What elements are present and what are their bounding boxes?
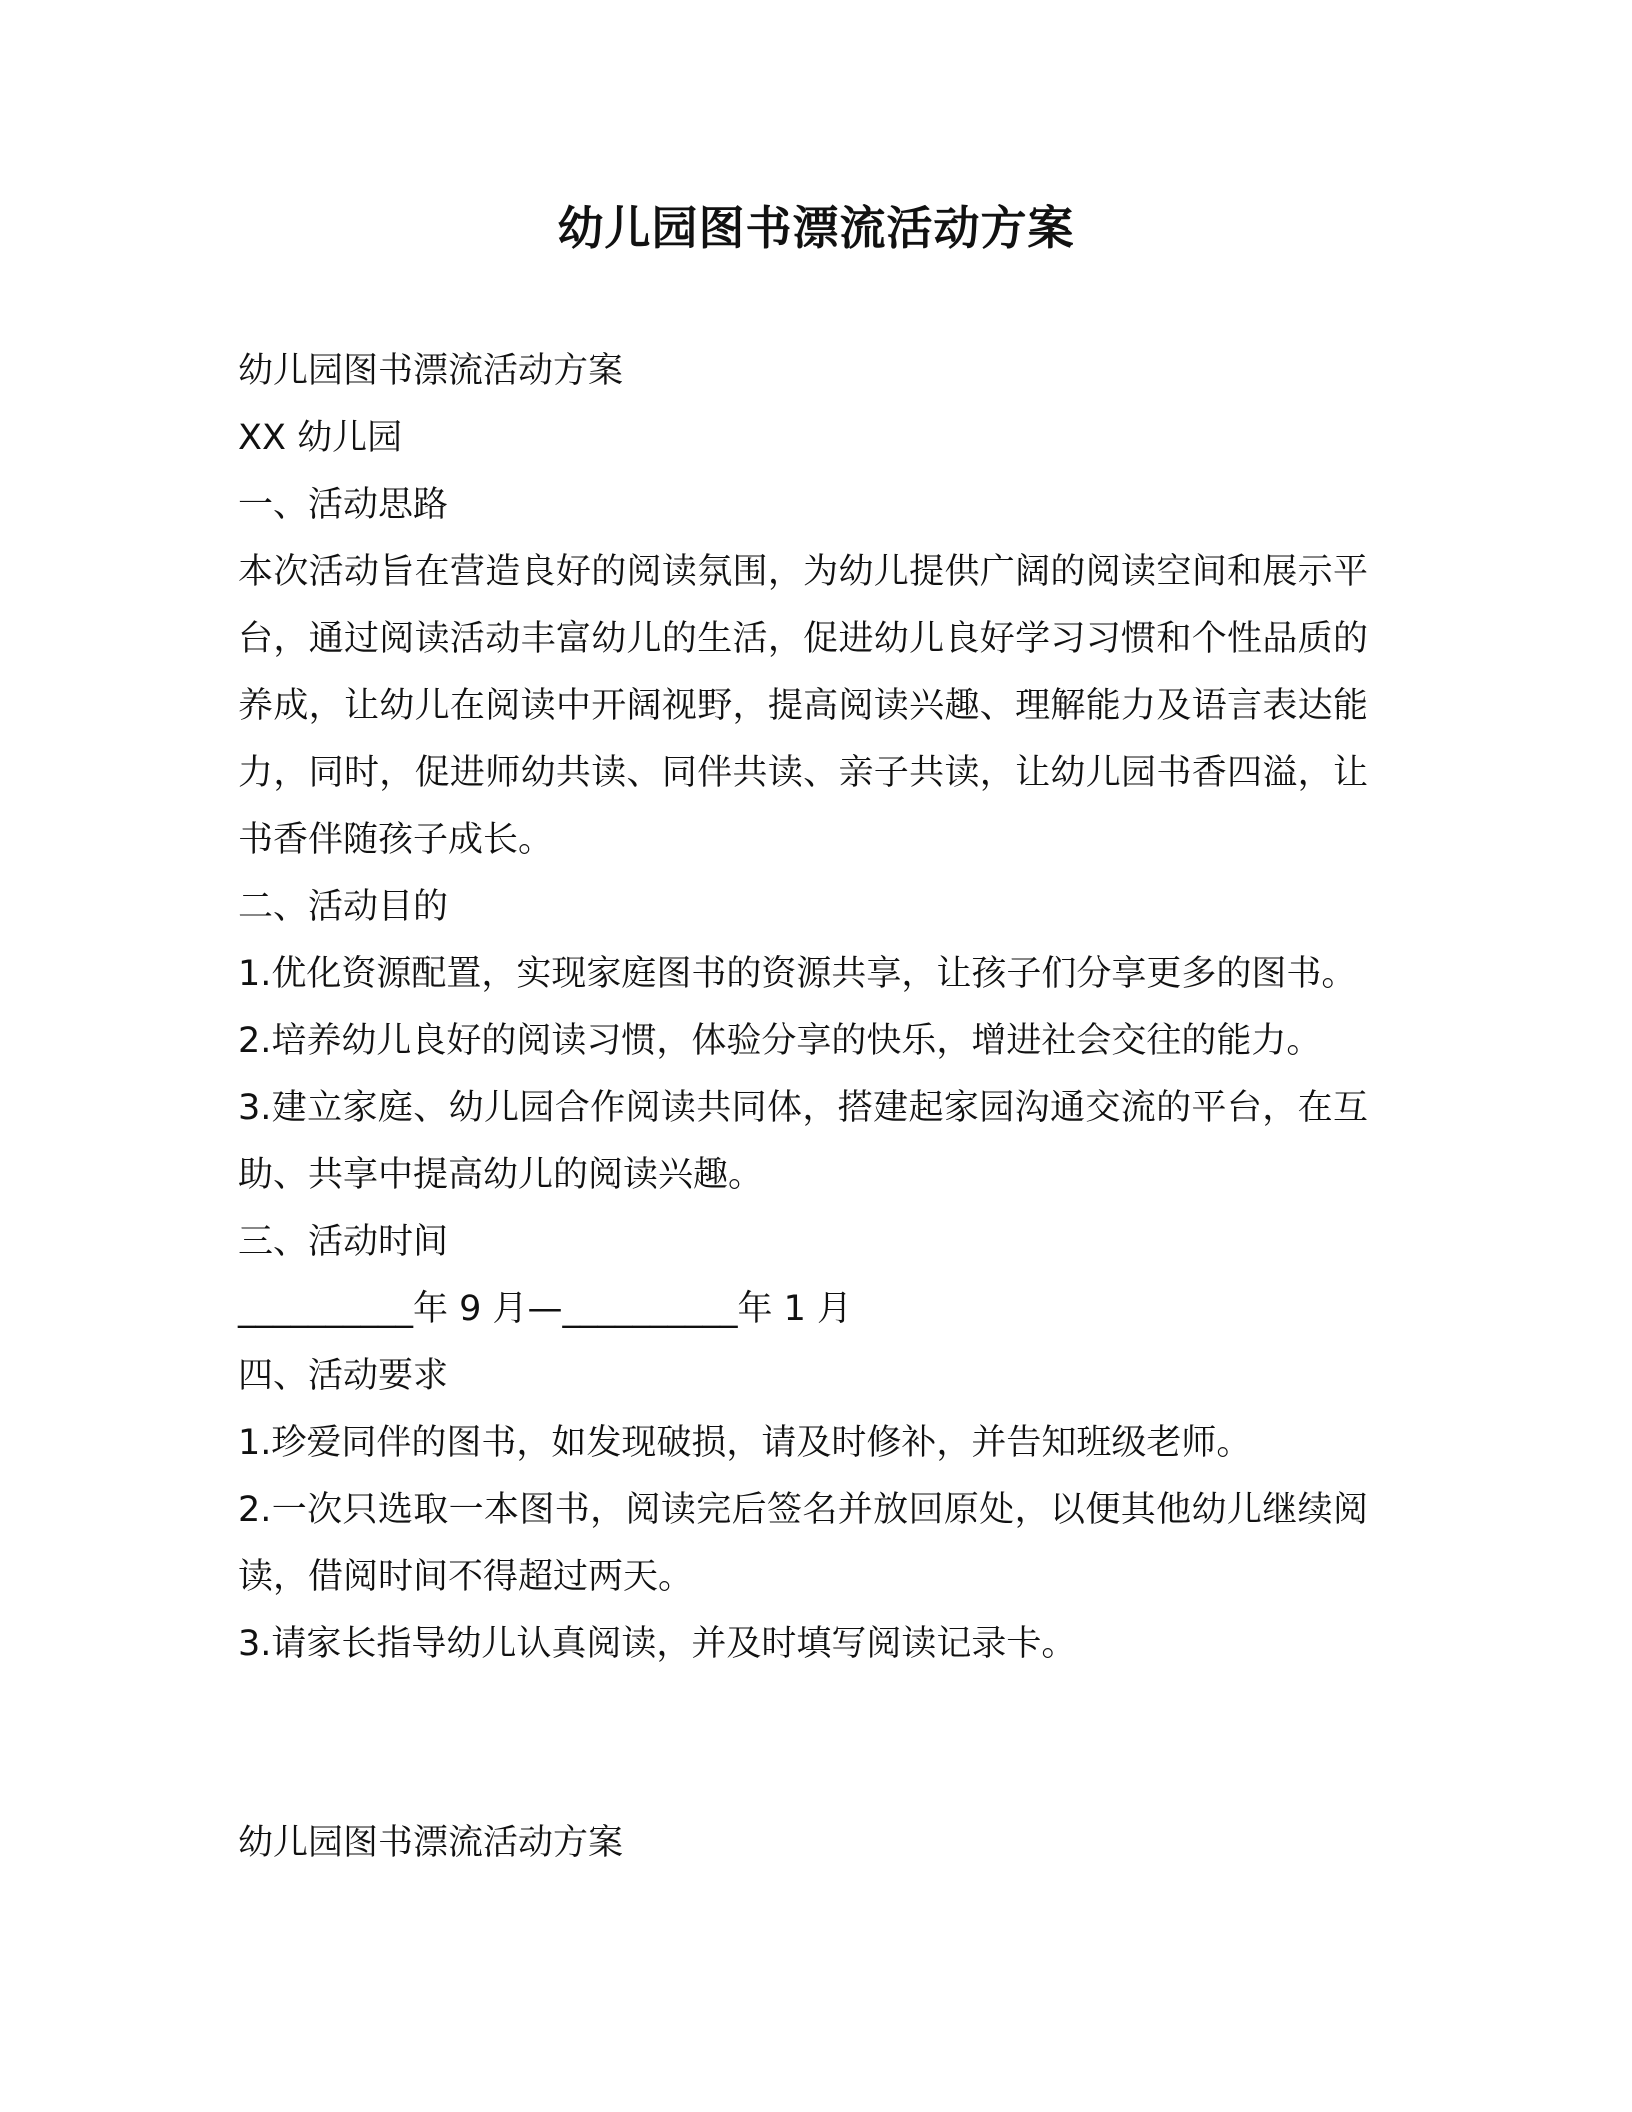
document-body: [238, 338, 1398, 1678]
section-heading-purpose: 二、活动目的: [238, 887, 449, 927]
document-subtitle: 幼儿园图书漂流活动方案: [238, 351, 624, 391]
section-paragraph-thinking: 本次活动旨在营造良好的阅读氛围，为幼儿提供广阔的阅读空间和展示平台，通过阅读活动丰富幼儿的生活，促进幼儿良好学习习惯和个性品质的养成，让幼儿在阅读中开阔视野，提高阅读兴趣、理解能力及语言表达能力，同时，促进师幼共读、同伴共读、亲子共读，让幼儿园书香四溢，让书香伴随孩子成长。: [238, 552, 1368, 860]
requirement-item: 3.请家长指导幼儿认真阅读，并及时填写阅读记录卡。: [238, 1624, 1077, 1664]
purpose-item: 1.优化资源配置，实现家庭图书的资源共享，让孩子们分享更多的图书。: [238, 954, 1357, 994]
document-title: 幼儿园图书漂流活动方案: [557, 201, 1075, 255]
purpose-item: 2.培养幼儿良好的阅读习惯，体验分享的快乐，增进社会交往的能力。: [238, 1021, 1322, 1061]
section-heading-requirements: 四、活动要求: [238, 1356, 449, 1396]
requirement-item: 1.珍爱同伴的图书，如发现破损，请及时修补，并告知班级老师。: [238, 1423, 1252, 1463]
section-heading-time: 三、活动时间: [238, 1222, 449, 1262]
closing-title: 幼儿园图书漂流活动方案: [238, 1823, 624, 1863]
purpose-item: 3.建立家庭、幼儿园合作阅读共同体，搭建起家园沟通交流的平台，在互助、共享中提高幼儿的阅读兴趣。: [238, 1088, 1368, 1195]
activity-time-line: __________年 9 月—__________年 1 月: [238, 1289, 853, 1329]
requirement-item: 2.一次只选取一本图书，阅读完后签名并放回原处，以便其他幼儿继续阅读，借阅时间不得超过两天。: [238, 1490, 1368, 1597]
organization-name: XX 幼儿园: [238, 418, 403, 458]
section-heading-thinking: 一、活动思路: [238, 485, 449, 525]
